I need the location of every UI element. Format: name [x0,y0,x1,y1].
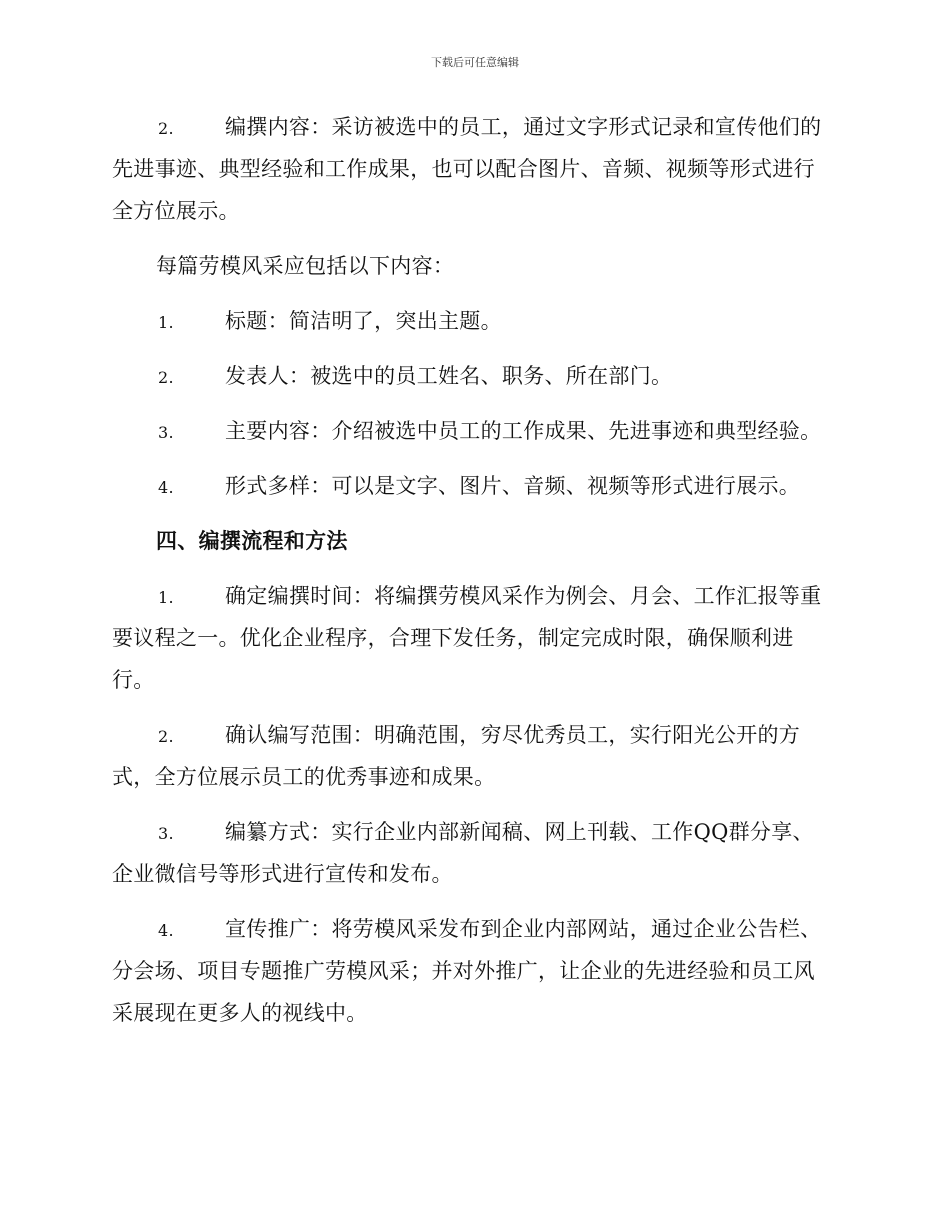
list-item [112,410,838,452]
list-text: 确定编撰时间：将编撰劳模风采作为例会、月会、工作汇报等重 [225,584,822,608]
list-item [112,575,838,701]
list-text: 要议程之一。优化企业程序，合理下发任务，制定完成时限，确保顺利进 [112,626,794,650]
list-number: 2. [158,727,174,746]
list-text: 编撰内容：采访被选中的员工，通过文字形式记录和宣传他们的 [225,115,822,139]
list-text: 宣传推广：将劳模风采发布到企业内部网站，通过企业公告栏、 [225,917,822,941]
list-number: 4. [158,921,174,940]
list-item [112,714,838,798]
list-number: 3. [158,824,174,843]
list-item [112,465,838,507]
list-number: 1. [158,588,174,607]
list-item [112,811,838,895]
list-text: 主要内容：介绍被选中员工的工作成果、先进事迹和典型经验。 [225,419,822,443]
list-number: 3. [158,423,174,442]
list-number: 2. [158,368,174,387]
list-text: 标题：简洁明了，突出主题。 [225,309,502,333]
list-item [112,300,838,342]
list-text: 行。 [112,668,155,692]
list-text: 先进事迹、典型经验和工作成果，也可以配合图片、音频、视频等形式进行 [112,157,815,181]
list-text: 编纂方式：实行企业内部新闻稿、网上刊载、工作QQ群分享、 [225,820,814,844]
list-number: 1. [158,313,174,332]
list-text: 采展现在更多人的视线中。 [112,1001,368,1025]
list-text: 确认编写范围：明确范围，穷尽优秀员工，实行阳光公开的方 [225,723,801,747]
list-item [112,106,838,232]
list-item [112,355,838,397]
section-heading: 四、编撰流程和方法 [156,528,348,553]
list-item [112,908,838,1034]
list-text: 发表人：被选中的员工姓名、职务、所在部门。 [225,364,673,388]
list-text: 形式多样：可以是文字、图片、音频、视频等形式进行展示。 [225,474,801,498]
list-text: 企业微信号等形式进行宣传和发布。 [112,862,453,886]
list-text: 式，全方位展示员工的优秀事迹和成果。 [112,765,496,789]
document-body [112,106,838,1034]
list-number: 2. [158,119,174,138]
paragraph: 每篇劳模风采应包括以下内容： [156,254,455,278]
page-header: 下载后可任意编辑 [431,56,519,69]
list-text: 全方位展示。 [112,199,240,223]
list-number: 4. [158,478,174,497]
list-text: 分会场、项目专题推广劳模风采；并对外推广，让企业的先进经验和员工风 [112,959,815,983]
